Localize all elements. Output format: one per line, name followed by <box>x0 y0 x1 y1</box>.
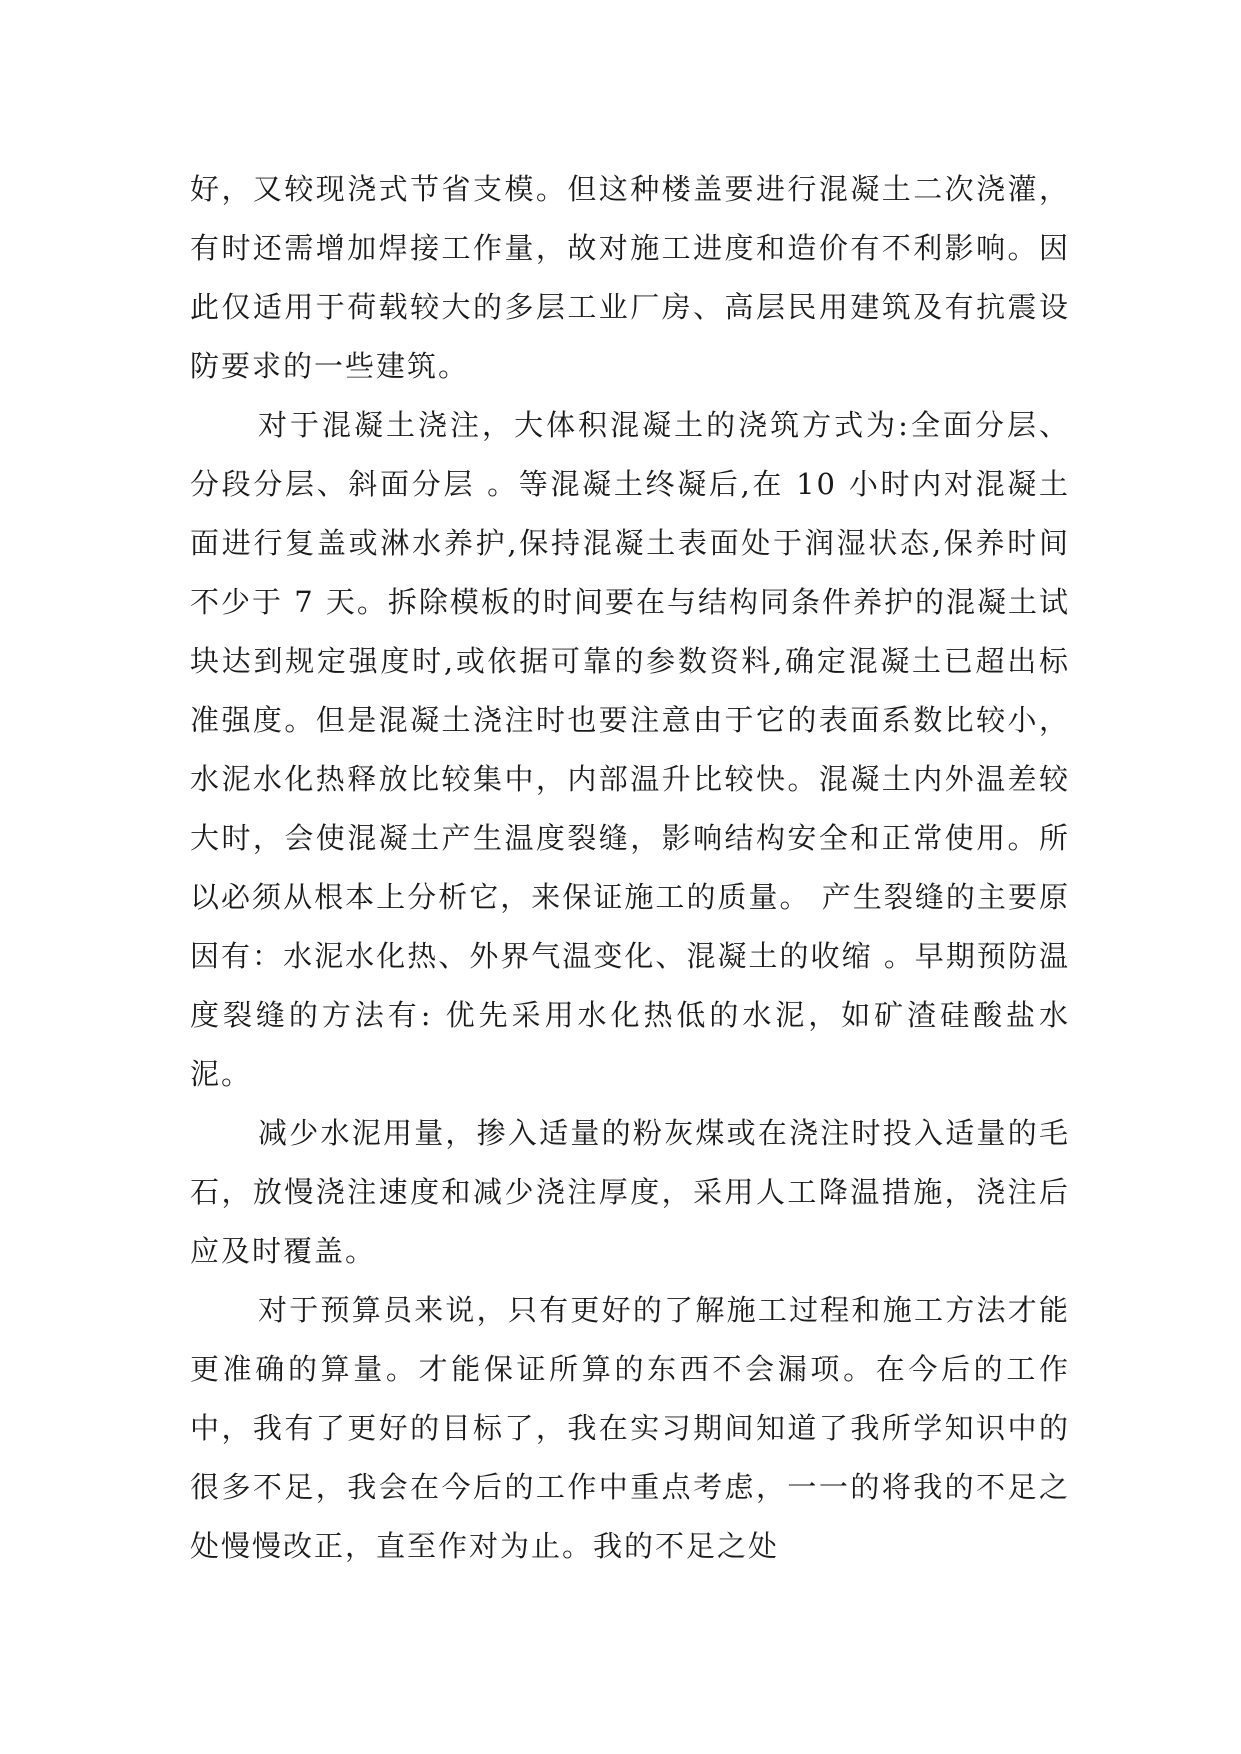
paragraph-3: 减少水泥用量，掺入适量的粉灰煤或在浇注时投入适量的毛石，放慢浇注速度和减少浇注厚度，采用人工降温措施，浇注后应及时覆盖。 <box>190 1116 1070 1268</box>
paragraph-2: 对于混凝土浇注，大体积混凝土的浇筑方式为:全面分层、分段分层、斜面分层 。等混凝土终凝后,在 10 小时内对混凝土面进行复盖或淋水养护,保持混凝土表面处于润湿状态,保养时间不少于 7 天。拆除模板的时间要在与结构同条件养护的混凝土试块达到规定强度时,或依据可靠的参数资料,确定混凝土已超出标准强度。但是混凝土浇注时也要注意由于它的表面系数比较小，水泥水化热释放比较集中，内部温升比较快。混凝土内外温差较大时，会使混凝土产生温度裂缝，影响结构安全和正常使用。所以必须从根本上分析它，来保证施工的质量。 产生裂缝的主要原因有：水泥水化热、外界气温变化、混凝土的收缩 。早期预防温度裂缝的方法有: 优先采用水化热低的水泥，如矿渣硅酸盐水泥。 <box>190 408 1070 1091</box>
paragraph-4: 对于预算员来说，只有更好的了解施工过程和施工方法才能更准确的算量。才能保证所算的东西不会漏项。在今后的工作中，我有了更好的目标了，我在实习期间知道了我所学知识中的很多不足，我会在今后的工作中重点考虑，一一的将我的不足之处慢慢改正，直至作对为止。我的不足之处 <box>190 1293 1070 1563</box>
paragraph-1: 好，又较现浇式节省支模。但这种楼盖要进行混凝土二次浇灌，有时还需增加焊接工作量，故对施工进度和造价有不利影响。因此仅适用于荷载较大的多层工业厂房、高层民用建筑及有抗震设防要求的一些建筑。 <box>190 172 1070 383</box>
body-text <box>190 160 1070 1576</box>
